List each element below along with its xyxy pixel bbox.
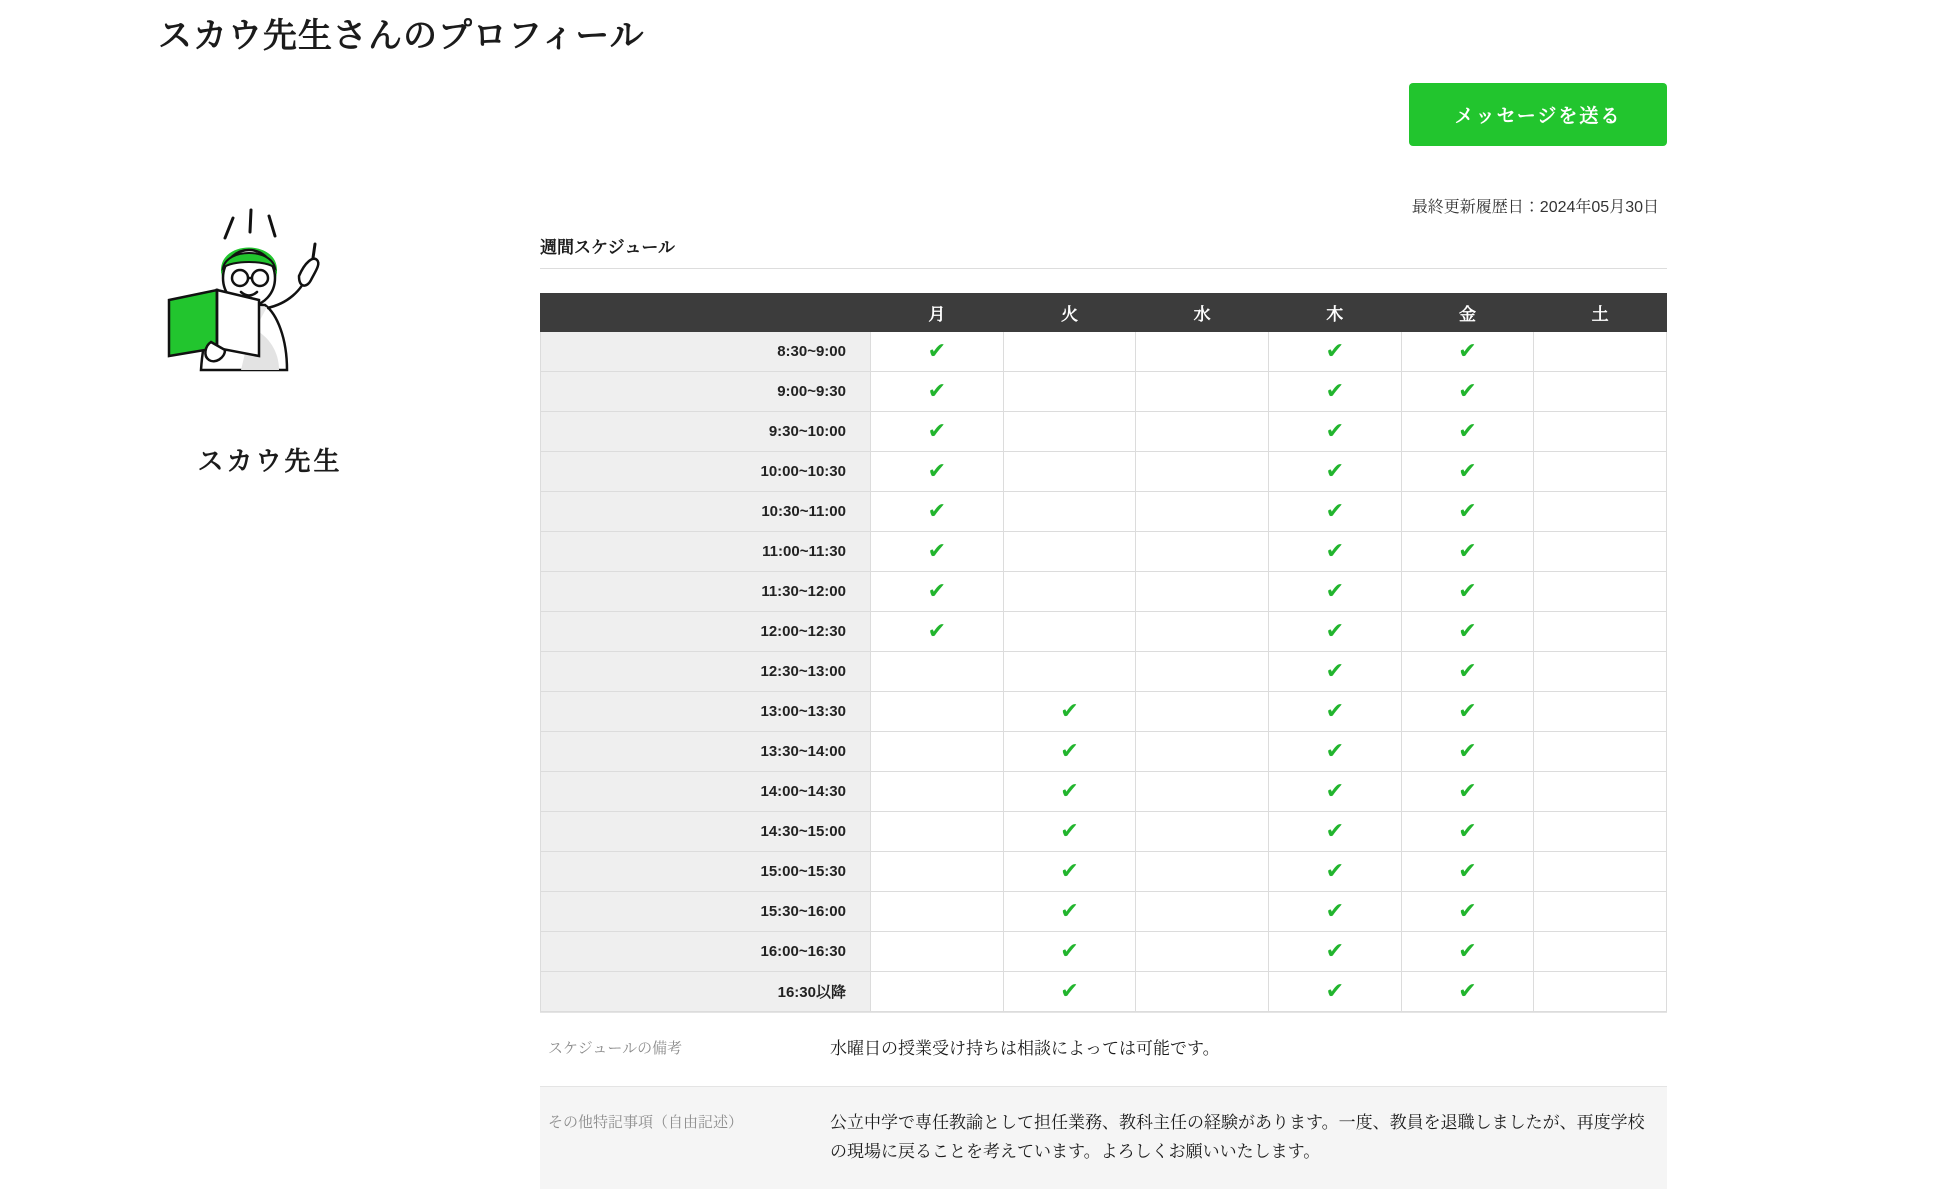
schedule-slot-cell	[871, 332, 1004, 372]
schedule-header-row	[541, 294, 1667, 332]
check-icon: ✔	[1458, 538, 1477, 563]
schedule-slot-cell	[1136, 812, 1269, 852]
schedule-row	[541, 332, 1667, 372]
check-icon: ✔	[1325, 378, 1345, 403]
check-icon: ✔	[1458, 818, 1477, 843]
schedule-slot-cell	[1136, 852, 1269, 892]
schedule-table-head	[541, 294, 1667, 332]
schedule-slot-cell	[1534, 492, 1667, 532]
check-icon: ✔	[1458, 938, 1477, 963]
check-icon: ✔	[927, 338, 947, 363]
schedule-slot-cell	[1268, 772, 1401, 812]
cta-row	[0, 83, 1950, 146]
check-icon: ✔	[1325, 338, 1345, 363]
schedule-slot-cell	[1534, 372, 1667, 412]
schedule-slot-cell	[1534, 532, 1667, 572]
schedule-slot-cell	[1268, 332, 1401, 372]
schedule-slot-cell	[1136, 572, 1269, 612]
schedule-slot-cell	[1268, 812, 1401, 852]
schedule-slot-cell	[871, 812, 1004, 852]
check-icon: ✔	[927, 458, 947, 483]
check-icon: ✔	[1325, 618, 1345, 643]
schedule-slot-cell	[871, 372, 1004, 412]
check-icon: ✔	[927, 618, 947, 643]
schedule-slot-cell	[1534, 852, 1667, 892]
check-icon: ✔	[1325, 498, 1345, 523]
check-icon: ✔	[1060, 938, 1079, 963]
check-icon: ✔	[1325, 658, 1345, 683]
check-icon: ✔	[1325, 818, 1345, 843]
schedule-slot-cell	[1534, 772, 1667, 812]
schedule-slot-cell	[1401, 812, 1534, 852]
note-value: 公立中学で専任教諭として担任業務、教科主任の経験があります。一度、教員を退職しましたが、再度学校の現場に戻ることを考えています。よろしくお願いいたします。	[830, 1112, 1645, 1161]
schedule-heading: 週間スケジュール	[540, 233, 1667, 269]
schedule-row	[541, 612, 1667, 652]
check-icon: ✔	[1458, 658, 1477, 683]
schedule-slot-cell	[1003, 612, 1136, 652]
check-icon: ✔	[1458, 858, 1477, 883]
schedule-slot-cell	[1534, 612, 1667, 652]
schedule-slot-cell	[871, 732, 1004, 772]
profile-content	[0, 194, 1950, 1189]
check-icon: ✔	[1458, 578, 1477, 603]
schedule-slot-cell	[1401, 852, 1534, 892]
schedule-slot-cell	[1136, 932, 1269, 972]
schedule-slot-cell	[1003, 812, 1136, 852]
schedule-slot-cell	[1401, 332, 1534, 372]
check-icon: ✔	[1060, 858, 1079, 883]
schedule-row	[541, 772, 1667, 812]
day-header-thu: 木	[1268, 294, 1401, 332]
schedule-slot-cell	[871, 532, 1004, 572]
last-updated-text: 最終更新履歴日：2024年05月30日	[1411, 199, 1659, 216]
schedule-row	[541, 652, 1667, 692]
send-message-button[interactable]: メッセージを送る	[1409, 83, 1667, 146]
schedule-slot-cell	[1401, 732, 1534, 772]
check-icon: ✔	[1458, 418, 1477, 443]
schedule-slot-cell	[1534, 812, 1667, 852]
schedule-slot-cell	[1534, 452, 1667, 492]
schedule-slot-cell	[1136, 452, 1269, 492]
schedule-time-label: 14:30~15:00	[541, 812, 871, 852]
check-icon: ✔	[1458, 698, 1477, 723]
schedule-slot-cell	[1401, 572, 1534, 612]
schedule-slot-cell	[871, 692, 1004, 732]
day-header-tue: 火	[1003, 294, 1136, 332]
schedule-time-label: 12:00~12:30	[541, 612, 871, 652]
schedule-slot-cell	[871, 652, 1004, 692]
schedule-time-label: 15:00~15:30	[541, 852, 871, 892]
schedule-time-label: 8:30~9:00	[541, 332, 871, 372]
schedule-slot-cell	[1003, 972, 1136, 1012]
check-icon: ✔	[1458, 738, 1477, 763]
schedule-slot-cell	[1003, 492, 1136, 532]
schedule-slot-cell	[871, 572, 1004, 612]
check-icon: ✔	[1458, 618, 1477, 643]
schedule-slot-cell	[1003, 772, 1136, 812]
schedule-slot-cell	[1401, 612, 1534, 652]
schedule-slot-cell	[1534, 412, 1667, 452]
schedule-slot-cell	[1003, 412, 1136, 452]
schedule-slot-cell	[871, 412, 1004, 452]
note-value: 水曜日の授業受け持ちは相談によっては可能です。	[830, 1039, 1220, 1058]
schedule-slot-cell	[1136, 372, 1269, 412]
schedule-slot-cell	[1268, 652, 1401, 692]
teacher-illustration-icon	[155, 204, 385, 379]
schedule-row	[541, 372, 1667, 412]
check-icon: ✔	[1458, 978, 1477, 1003]
schedule-slot-cell	[1534, 692, 1667, 732]
schedule-row	[541, 812, 1667, 852]
weekly-schedule-table	[540, 293, 1667, 1012]
schedule-slot-cell	[1136, 972, 1269, 1012]
schedule-slot-cell	[1003, 652, 1136, 692]
schedule-slot-cell	[1401, 372, 1534, 412]
schedule-slot-cell	[871, 932, 1004, 972]
schedule-slot-cell	[1534, 732, 1667, 772]
check-icon: ✔	[1325, 778, 1345, 803]
schedule-slot-cell	[1268, 892, 1401, 932]
schedule-slot-cell	[1003, 452, 1136, 492]
schedule-slot-cell	[1268, 492, 1401, 532]
schedule-slot-cell	[1401, 772, 1534, 812]
main-column	[540, 194, 1950, 1189]
schedule-slot-cell	[1136, 772, 1269, 812]
check-icon: ✔	[1458, 338, 1477, 363]
schedule-slot-cell	[871, 492, 1004, 532]
schedule-slot-cell	[1401, 532, 1534, 572]
check-icon: ✔	[927, 498, 947, 523]
schedule-slot-cell	[1003, 572, 1136, 612]
check-icon: ✔	[1325, 738, 1345, 763]
check-icon: ✔	[1325, 418, 1345, 443]
schedule-slot-cell	[1136, 652, 1269, 692]
schedule-corner-cell	[541, 294, 871, 332]
schedule-row	[541, 452, 1667, 492]
schedule-slot-cell	[1136, 492, 1269, 532]
day-header-fri: 金	[1401, 294, 1534, 332]
schedule-slot-cell	[1534, 652, 1667, 692]
note-row	[540, 1012, 1667, 1086]
schedule-time-label: 13:30~14:00	[541, 732, 871, 772]
note-label: その他特記事項（自由記述）	[548, 1113, 744, 1131]
schedule-time-label: 16:30以降	[541, 972, 871, 1012]
schedule-slot-cell	[1136, 692, 1269, 732]
schedule-slot-cell	[1003, 892, 1136, 932]
schedule-row	[541, 852, 1667, 892]
schedule-row	[541, 532, 1667, 572]
schedule-slot-cell	[1534, 332, 1667, 372]
schedule-slot-cell	[1401, 412, 1534, 452]
schedule-slot-cell	[1268, 412, 1401, 452]
teacher-name: スカウ先生	[197, 446, 343, 476]
note-label: スケジュールの備考	[548, 1040, 683, 1057]
schedule-time-label: 10:00~10:30	[541, 452, 871, 492]
check-icon: ✔	[927, 378, 947, 403]
check-icon: ✔	[1458, 778, 1477, 803]
check-icon: ✔	[1458, 458, 1477, 483]
schedule-slot-cell	[1136, 412, 1269, 452]
schedule-time-label: 14:00~14:30	[541, 772, 871, 812]
schedule-slot-cell	[1003, 692, 1136, 732]
schedule-row	[541, 412, 1667, 452]
schedule-slot-cell	[1268, 852, 1401, 892]
schedule-row	[541, 732, 1667, 772]
check-icon: ✔	[1325, 458, 1345, 483]
schedule-time-label: 9:30~10:00	[541, 412, 871, 452]
schedule-slot-cell	[1401, 492, 1534, 532]
day-header-wed: 水	[1136, 294, 1269, 332]
check-icon: ✔	[1060, 898, 1079, 923]
schedule-time-label: 10:30~11:00	[541, 492, 871, 532]
schedule-slot-cell	[1003, 852, 1136, 892]
check-icon: ✔	[1325, 698, 1345, 723]
check-icon: ✔	[927, 418, 947, 443]
check-icon: ✔	[1060, 818, 1079, 843]
schedule-slot-cell	[1136, 532, 1269, 572]
check-icon: ✔	[1060, 698, 1079, 723]
schedule-slot-cell	[871, 612, 1004, 652]
schedule-time-label: 12:30~13:00	[541, 652, 871, 692]
check-icon: ✔	[1325, 858, 1345, 883]
day-header-sat: 土	[1534, 294, 1667, 332]
schedule-slot-cell	[1534, 892, 1667, 932]
check-icon: ✔	[1060, 778, 1079, 803]
schedule-slot-cell	[1136, 892, 1269, 932]
schedule-time-label: 11:30~12:00	[541, 572, 871, 612]
check-icon: ✔	[927, 538, 947, 563]
schedule-time-label: 13:00~13:30	[541, 692, 871, 732]
schedule-slot-cell	[1136, 732, 1269, 772]
day-header-mon: 月	[871, 294, 1004, 332]
schedule-slot-cell	[1534, 972, 1667, 1012]
check-icon: ✔	[1458, 498, 1477, 523]
schedule-row	[541, 492, 1667, 532]
schedule-slot-cell	[1268, 932, 1401, 972]
schedule-slot-cell	[871, 852, 1004, 892]
schedule-slot-cell	[1401, 972, 1534, 1012]
check-icon: ✔	[1325, 578, 1345, 603]
check-icon: ✔	[1325, 898, 1345, 923]
check-icon: ✔	[1060, 738, 1079, 763]
check-icon: ✔	[1060, 978, 1079, 1003]
schedule-slot-cell	[1268, 612, 1401, 652]
schedule-time-label: 9:00~9:30	[541, 372, 871, 412]
schedule-slot-cell	[871, 972, 1004, 1012]
schedule-slot-cell	[1268, 372, 1401, 412]
schedule-slot-cell	[1003, 372, 1136, 412]
check-icon: ✔	[1325, 978, 1345, 1003]
schedule-slot-cell	[1401, 892, 1534, 932]
schedule-slot-cell	[1003, 332, 1136, 372]
check-icon: ✔	[1458, 378, 1477, 403]
schedule-row	[541, 892, 1667, 932]
schedule-row	[541, 572, 1667, 612]
check-icon: ✔	[1458, 898, 1477, 923]
check-icon: ✔	[1325, 938, 1345, 963]
schedule-slot-cell	[1003, 732, 1136, 772]
schedule-slot-cell	[1401, 652, 1534, 692]
schedule-slot-cell	[1268, 972, 1401, 1012]
schedule-slot-cell	[1268, 572, 1401, 612]
schedule-slot-cell	[1401, 692, 1534, 732]
profile-column	[0, 194, 540, 478]
schedule-slot-cell	[1268, 532, 1401, 572]
schedule-row	[541, 932, 1667, 972]
check-icon: ✔	[1325, 538, 1345, 563]
schedule-slot-cell	[1401, 452, 1534, 492]
schedule-slot-cell	[1534, 572, 1667, 612]
page-title: スカウ先生さんのプロフィール	[158, 17, 645, 55]
check-icon: ✔	[927, 578, 947, 603]
note-row	[540, 1086, 1667, 1189]
schedule-slot-cell	[1136, 332, 1269, 372]
schedule-slot-cell	[1401, 932, 1534, 972]
schedule-slot-cell	[871, 452, 1004, 492]
schedule-slot-cell	[1003, 932, 1136, 972]
schedule-row	[541, 972, 1667, 1012]
schedule-time-label: 16:00~16:30	[541, 932, 871, 972]
schedule-slot-cell	[1268, 692, 1401, 732]
schedule-slot-cell	[1534, 932, 1667, 972]
schedule-time-label: 15:30~16:00	[541, 892, 871, 932]
schedule-slot-cell	[1136, 612, 1269, 652]
schedule-time-label: 11:00~11:30	[541, 532, 871, 572]
schedule-slot-cell	[1268, 732, 1401, 772]
schedule-slot-cell	[871, 772, 1004, 812]
schedule-slot-cell	[1268, 452, 1401, 492]
schedule-row	[541, 692, 1667, 732]
schedule-slot-cell	[871, 892, 1004, 932]
schedule-slot-cell	[1003, 532, 1136, 572]
schedule-table-body	[541, 332, 1667, 1012]
